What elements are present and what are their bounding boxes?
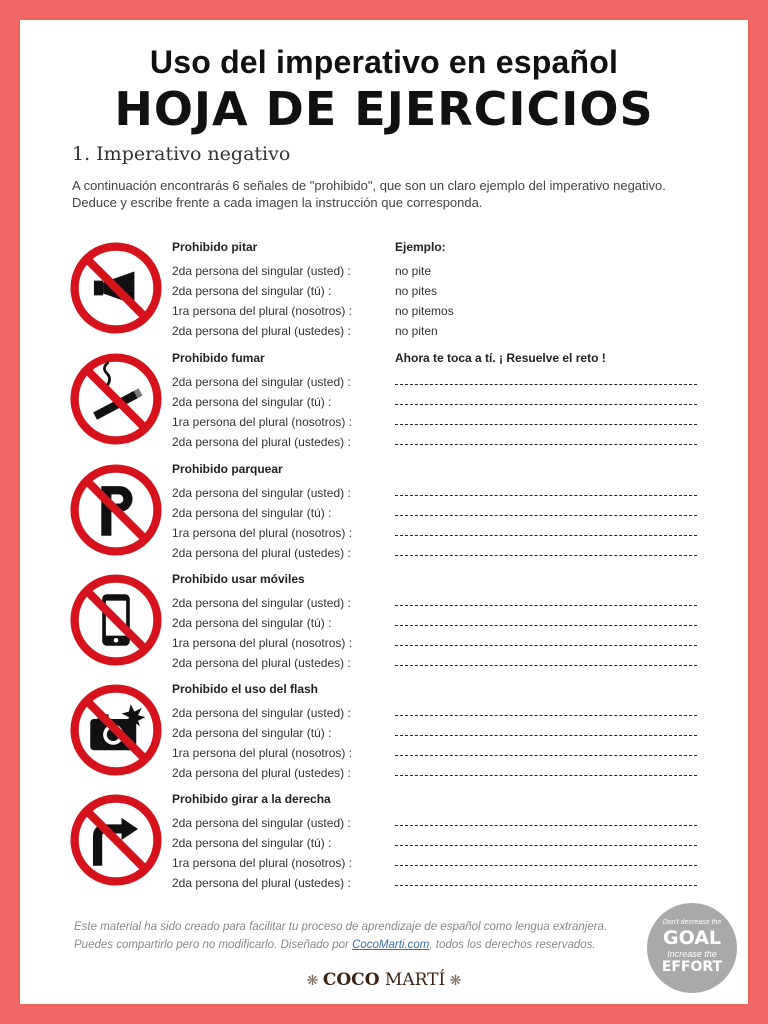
footer-line-2 <box>74 936 634 954</box>
ornament-left-icon: ❋ <box>306 973 323 989</box>
example-answer: no pitemos <box>395 304 454 318</box>
answer-line[interactable] <box>395 645 697 646</box>
turn-right-arrow-icon <box>70 794 162 886</box>
person-label: 2da persona del singular (usted) : <box>172 375 351 389</box>
person-label: 1ra persona del plural (nosotros) : <box>172 304 353 318</box>
worksheet-subtitle: Uso del imperativo en español <box>149 44 619 80</box>
exercise-block-smoking <box>20 351 748 461</box>
person-label: 2da persona del plural (ustedes) : <box>172 435 351 449</box>
person-label: 2da persona del singular (usted) : <box>172 596 351 610</box>
worksheet-title: HOJA DE EJERCICIOS <box>114 82 654 136</box>
exercise-block-parking <box>20 462 748 572</box>
person-label: 2da persona del plural (ustedes) : <box>172 876 351 890</box>
instructions-line-2: Deduce y escribe frente a cada imagen la instrucción que corresponda. <box>72 195 483 210</box>
sign-label: Prohibido el uso del flash <box>172 682 319 696</box>
mobile-phone-icon <box>70 574 162 666</box>
person-label: 2da persona del plural (ustedes) : <box>172 546 351 560</box>
answer-line[interactable] <box>395 515 697 516</box>
person-label: 2da persona del singular (tú) : <box>172 395 332 409</box>
answer-line[interactable] <box>395 825 697 826</box>
badge-line-2: GOAL <box>662 927 722 949</box>
parking-icon <box>70 464 162 556</box>
sign-label: Prohibido girar a la derecha <box>172 792 331 806</box>
answer-line[interactable] <box>395 495 697 496</box>
person-label: 2da persona del plural (ustedes) : <box>172 766 351 780</box>
badge-line-3: Increase the <box>667 949 717 959</box>
answer-line[interactable] <box>395 605 697 606</box>
person-label: 2da persona del singular (tú) : <box>172 284 332 298</box>
sign-label: Prohibido pitar <box>172 240 258 254</box>
person-label: 1ra persona del plural (nosotros) : <box>172 415 353 429</box>
person-label: 2da persona del singular (tú) : <box>172 726 332 740</box>
exercise-block-honking <box>20 240 748 350</box>
footer-line-2-end: , todos los derechos reservados. <box>429 939 596 951</box>
example-answer: no pite <box>395 264 432 278</box>
instructions <box>72 177 712 211</box>
sign-label: Prohibido usar móviles <box>172 572 305 586</box>
footer-line-1: Este material ha sido creado para facilitar tu proceso de aprendizaje de español como lengua extranjera. <box>74 921 608 933</box>
person-label: 1ra persona del plural (nosotros) : <box>172 746 353 760</box>
sign-label: Prohibido parquear <box>172 462 283 476</box>
footer-line-2-start: Puedes compartirlo pero no modificarlo. Diseñado por <box>74 939 353 951</box>
answer-line[interactable] <box>395 715 697 716</box>
brand-part-1: COCO <box>322 970 380 990</box>
brand-part-2: MARTÍ <box>384 970 446 990</box>
example-answer: no pites <box>395 284 438 298</box>
answer-line[interactable] <box>395 775 697 776</box>
person-label: 2da persona del singular (usted) : <box>172 816 351 830</box>
cigarette-icon <box>70 353 162 445</box>
worksheet-page <box>20 20 748 1004</box>
person-label: 1ra persona del plural (nosotros) : <box>172 526 353 540</box>
person-label: 2da persona del plural (ustedes) : <box>172 656 351 670</box>
person-label: 2da persona del plural (ustedes) : <box>172 324 351 338</box>
answer-line[interactable] <box>395 665 697 666</box>
person-label: 2da persona del singular (usted) : <box>172 264 351 278</box>
person-label: 2da persona del singular (tú) : <box>172 506 332 520</box>
person-label: 2da persona del singular (usted) : <box>172 486 351 500</box>
answer-line[interactable] <box>395 735 697 736</box>
camera-flash-icon <box>70 684 162 776</box>
cocomarti-logo <box>20 970 748 990</box>
answer-line[interactable] <box>395 444 697 445</box>
answer-line[interactable] <box>395 625 697 626</box>
person-label: 1ra persona del plural (nosotros) : <box>172 856 353 870</box>
badge-line-4: EFFORT <box>661 959 723 975</box>
answer-line[interactable] <box>395 404 697 405</box>
answer-line[interactable] <box>395 755 697 756</box>
exercise-block-right-turn <box>20 792 748 902</box>
answer-line[interactable] <box>395 424 697 425</box>
section-heading: 1. Imperativo negativo <box>72 143 291 165</box>
person-label: 2da persona del singular (tú) : <box>172 836 332 850</box>
example-heading: Ejemplo: <box>395 240 446 254</box>
instructions-line-1: A continuación encontrarás 6 señales de "prohibido", que son un claro ejemplo del imperativo negativo. <box>72 178 666 193</box>
example-answer: no piten <box>395 324 438 338</box>
person-label: 1ra persona del plural (nosotros) : <box>172 636 353 650</box>
person-label: 2da persona del singular (usted) : <box>172 706 351 720</box>
answer-line[interactable] <box>395 535 697 536</box>
answer-line[interactable] <box>395 885 697 886</box>
person-label: 2da persona del singular (tú) : <box>172 616 332 630</box>
horn-icon <box>70 242 162 334</box>
exercise-block-flash <box>20 682 748 792</box>
cocomarti-link[interactable]: CocoMarti.com <box>352 939 430 951</box>
footer-note <box>74 918 634 954</box>
answer-line[interactable] <box>395 384 697 385</box>
ornament-right-icon: ❋ <box>445 973 462 989</box>
answer-line[interactable] <box>395 845 697 846</box>
sign-label: Prohibido fumar <box>172 351 265 365</box>
answer-line[interactable] <box>395 555 697 556</box>
exercise-block-mobile <box>20 572 748 682</box>
answer-line[interactable] <box>395 865 697 866</box>
challenge-heading: Ahora te toca a tí. ¡ Resuelve el reto ! <box>395 351 606 365</box>
badge-line-1: Don't decrease the <box>662 919 722 926</box>
